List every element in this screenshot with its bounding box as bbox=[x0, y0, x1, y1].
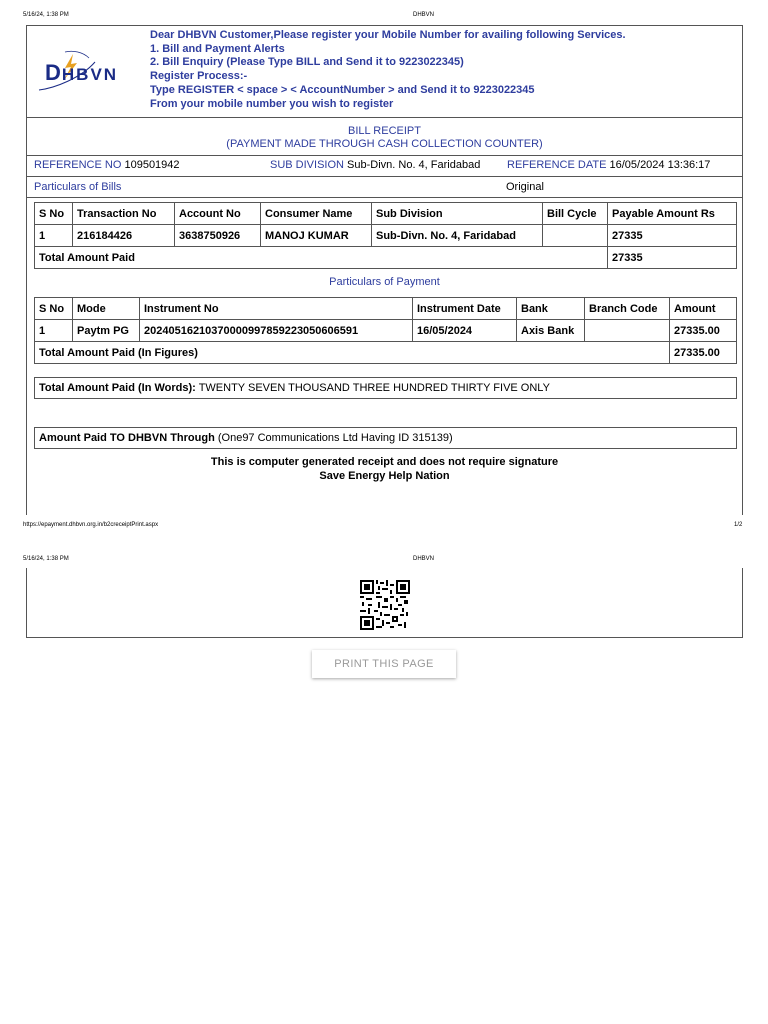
total-value: 27335.00 bbox=[670, 342, 737, 364]
table-cell: 1 bbox=[35, 320, 73, 342]
sub-division-value: Sub-Divn. No. 4, Faridabad bbox=[347, 159, 481, 171]
table-cell: 20240516210370000997859223050606591 bbox=[140, 320, 413, 342]
amount-in-words-value: TWENTY SEVEN THOUSAND THREE HUNDRED THIRTY FIVE ONLY bbox=[198, 382, 550, 394]
table-cell: Paytm PG bbox=[73, 320, 140, 342]
total-value: 27335 bbox=[608, 247, 737, 269]
table-header: Branch Code bbox=[585, 298, 670, 320]
table-row bbox=[35, 225, 737, 247]
notice-line: 2. Bill Enquiry (Please Type BILL and Send it to 9223022345) bbox=[150, 56, 464, 69]
reference-date-label: REFERENCE DATE bbox=[507, 159, 607, 171]
table-header: Bill Cycle bbox=[543, 203, 608, 225]
table-header: Payable Amount Rs bbox=[608, 203, 737, 225]
notice-line: Dear DHBVN Customer,Please register your Mobile Number for availing following Services. bbox=[150, 29, 626, 41]
receipt-subtitle: (PAYMENT MADE THROUGH CASH COLLECTION COUNTER) bbox=[226, 138, 543, 150]
receipt-frame-continued bbox=[26, 568, 743, 638]
notice-line: 1. Bill and Payment Alerts bbox=[150, 42, 285, 55]
paid-through-value: (One97 Communications Ltd Having ID 315139) bbox=[217, 432, 453, 444]
amount-in-words bbox=[34, 377, 737, 399]
particulars-of-payment: Particulars of Payment bbox=[329, 276, 440, 288]
receipt-title: BILL RECEIPT bbox=[348, 125, 421, 137]
dhbvn-logo bbox=[35, 48, 130, 96]
print-this-page-button[interactable]: PRINT THIS PAGE bbox=[312, 650, 456, 678]
print-url: https://epayment.dhbvn.org.in/b2creceiptPrint.aspx bbox=[23, 522, 159, 528]
notice-line: Register Process:- bbox=[150, 70, 248, 83]
amount-in-words-label: Total Amount Paid (In Words): bbox=[39, 382, 196, 394]
table-cell: 3638750926 bbox=[175, 225, 261, 247]
reference-no-value: 109501942 bbox=[124, 159, 180, 171]
total-label: Total Amount Paid bbox=[35, 247, 608, 269]
table-cell bbox=[585, 320, 670, 342]
divider bbox=[27, 176, 742, 177]
print-title: DHBVN bbox=[413, 556, 435, 562]
table-header-row bbox=[35, 298, 737, 320]
copy-type: Original bbox=[506, 181, 544, 193]
table-header-row bbox=[35, 203, 737, 225]
payment-table bbox=[34, 297, 737, 364]
notice-line: Type REGISTER < space > < AccountNumber > and Send it to 9223022345 bbox=[150, 83, 535, 96]
table-header: S No bbox=[35, 298, 73, 320]
reference-date bbox=[507, 159, 710, 171]
sub-division-label: SUB DIVISION bbox=[270, 159, 344, 171]
table-cell: MANOJ KUMAR bbox=[261, 225, 372, 247]
reference-no-label: REFERENCE NO bbox=[34, 159, 122, 171]
table-total-row bbox=[35, 247, 737, 269]
table-header: Bank bbox=[517, 298, 585, 320]
divider bbox=[27, 155, 742, 156]
table-row bbox=[35, 320, 737, 342]
table-cell: Sub-Divn. No. 4, Faridabad bbox=[372, 225, 543, 247]
table-cell: 16/05/2024 bbox=[413, 320, 517, 342]
table-cell: 27335.00 bbox=[670, 320, 737, 342]
divider bbox=[27, 197, 742, 198]
table-cell: 27335 bbox=[608, 225, 737, 247]
notice-line: From your mobile number you wish to register bbox=[150, 97, 394, 110]
table-header: Mode bbox=[73, 298, 140, 320]
save-energy-note: Save Energy Help Nation bbox=[319, 470, 450, 482]
logo-letters: HBVN bbox=[61, 65, 119, 84]
paid-through-label: Amount Paid TO DHBVN Through bbox=[39, 432, 215, 444]
receipt-frame bbox=[26, 25, 743, 515]
table-header: Instrument No bbox=[140, 298, 413, 320]
print-date: 5/16/24, 1:38 PM bbox=[23, 556, 69, 562]
registration-notice bbox=[150, 29, 626, 111]
sub-division bbox=[270, 159, 480, 171]
table-header: Amount bbox=[670, 298, 737, 320]
table-header: S No bbox=[35, 203, 73, 225]
paid-through bbox=[34, 427, 737, 449]
qr-code-icon bbox=[360, 580, 410, 630]
table-header: Instrument Date bbox=[413, 298, 517, 320]
table-header: Transaction No bbox=[73, 203, 175, 225]
table-total-row bbox=[35, 342, 737, 364]
reference-date-value: 16/05/2024 13:36:17 bbox=[609, 159, 711, 171]
table-cell: 216184426 bbox=[73, 225, 175, 247]
particulars-of-bills: Particulars of Bills bbox=[34, 181, 122, 193]
table-header: Consumer Name bbox=[261, 203, 372, 225]
bills-table bbox=[34, 202, 737, 269]
table-cell: 1 bbox=[35, 225, 73, 247]
page-number: 1/2 bbox=[734, 522, 743, 528]
table-header: Sub Division bbox=[372, 203, 543, 225]
computer-generated-note: This is computer generated receipt and does not require signature bbox=[210, 456, 559, 468]
table-cell bbox=[543, 225, 608, 247]
print-date: 5/16/24, 1:38 PM bbox=[23, 12, 69, 18]
print-title: DHBVN bbox=[413, 12, 435, 18]
table-cell: Axis Bank bbox=[517, 320, 585, 342]
total-label: Total Amount Paid (In Figures) bbox=[35, 342, 670, 364]
divider bbox=[27, 117, 742, 118]
table-header: Account No bbox=[175, 203, 261, 225]
logo-letter-d: D bbox=[45, 60, 62, 85]
reference-no bbox=[34, 159, 180, 171]
